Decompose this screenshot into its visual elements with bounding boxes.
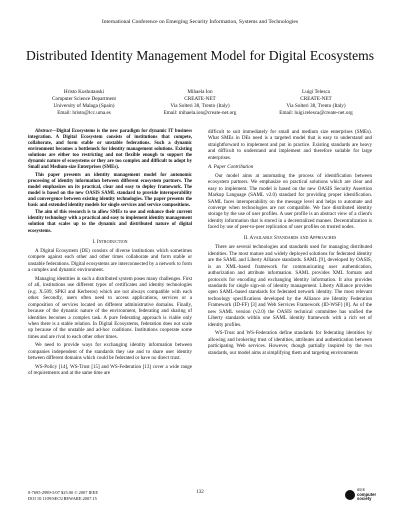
doi-line: DOI 10.1109/SECUREWARE.2007.15 [28,495,97,501]
logo-mark-icon [345,490,355,500]
author-dept: Computer Science Department [52,96,116,102]
author-org: Via Solteri 38, Trento (Italy) [170,103,230,109]
abstract-paragraph: This paper presents an identity management model for autonomic processing of identity information between different ecosystem partners. The model emphasizes on its practical, clear and easy to deploy framework. The model is based on the new OASIS SAML standard to provide interoperability and convergence between existing identity technologies. The paper presents the basic and extended identity models for single services and service compositions. [28,172,192,208]
conference-header: International Conference on Emerging Security Information, Systems and Technologies [101,19,299,25]
author-3 [260,89,372,117]
author-name: Luigi Telesca [302,89,330,95]
body-paragraph: Managing identities in such a distributed system poses many challenges. First of all, institutions use different types of certificates and identity technologies (e.g. X.509, SPKI and Kerberos) which are not always compatible with each other. Secondly, users often need to access applications, services or a composition of services located on different administrative domains. Finally, because of the dynamic nature of the environment, federating and sharing of identities becomes a complex task. A pure federating approach is viable only when there is a stable relation. In Digital Ecosystems, federation does not scale up because of the unstable and ad-hoc coalitions. Institutions cooperate some times and are rival to each other other times. [28,275,192,340]
section-heading-introduction: I. Introduction [92,238,128,245]
paper-title: Distributed Identity Management Model for Digital Ecosystems [25,48,375,63]
body-paragraph: There are several technologies and standards used for managing distributed identities. The most mature and widely deployed solutions for federated identity are the SAML and Liberty Alliance standards. SAML [9], developed by OASIS, is an XML-based framework for communicating user authentication, authorization and attribute information. SAML provides XML formats and protocols for encoding and exchanging identity information. It also provides standards for single sign-on of identity management. Liberty Alliance provides open SAML-based standards for federated network identity. The most relevant technology specifications developed by the Alliance are Identity Federation Framework (ID-FF) [3] and Web Services Framework (ID-WSF) [8]. As of the new SAML version (v2.0) the OASIS technical committee has unified the Liberty standards within one SAML identity framework with a rich set of identity profiles. [208,244,372,328]
subsection-heading: A. Paper Contribution [208,164,254,171]
author-email: Email: hristo@lcc.uma.es [57,110,111,116]
author-org: University of Malaga (Spain) [53,103,115,109]
abstract-paragraph: The aim of this research is to allow SMEs to use and enhance their current identity technology with a practical and easy to implement identity management solution that scales up to the dynamic and distributed nature of digital ecosystems. [28,210,192,234]
abstract [28,129,192,235]
left-column [28,129,192,379]
author-name: Hristo Koshutanski [63,89,105,95]
author-dept: CREATE-NET [300,96,332,102]
body-paragraph: A Digital Ecosystem (DE) consists of diverse institutions which sometimes compete against each other and other times collaborate and form stable or unstable federations. Digital ecosystems are interconnected by a network to form a complex and dynamic environment. [28,248,192,274]
abstract-lead: Abstract [35,129,52,134]
page-number: 132 [196,490,204,495]
body-paragraph: WS-Policy [14], WS-Trust [15] and WS-Federation [13] cover a wide range of requirements and at the same time are [28,363,192,377]
author-name: Mihaela Ion [187,89,213,95]
isbn-line: 0-7695-2989-5/07 $25.00 © 2007 IEEE [28,490,99,495]
author-dept: CREATE-NET [184,96,216,102]
author-2 [144,89,256,117]
body-paragraph: WS-Trust and WS-Federation define standards for federating identities by allowing and brokering trust of identities, attributes and authentication between participating Web services. However, though partially inspired by the two standards, our model aims at simplifying them and targeting environments [208,330,372,356]
author-1 [28,89,140,117]
author-org: Via Solteri 38, Trento (Italy) [286,103,346,109]
body-paragraph: We need to provide ways for exchanging identity information between companies independent of the standards they use and to share user identity between different domains which could be federated or have no direct trust. [28,342,192,362]
author-email: Email: luigi.telesca@create-net.org [279,110,353,116]
section-heading-standards: II. Available Standards and Approaches [243,234,337,241]
ieee-computer-society-logo [345,488,376,502]
body-paragraph: Our model aims at automating the process of identification between ecosystem partners. We emphasize on practical solutions which are clear and easy to implement. The model is based on the new OASIS Security Assertion Markup Language (SAML v2.0) standard for providing proper identification. SAML faces interoperability on the message level and helps to automate and converge when technologies are not compatible. We face distributed identity storage by the use of user profiles. A user profile is an abstract view of a client's identity information that is stored in a decentralized manner. Decentralization is faced by use of peer-to-peer replication of user profiles on trusted nodes. [208,172,372,231]
author-email: Email: mihaela.ion@create-net.org [163,110,237,116]
right-column [208,129,372,358]
logo-text: IEEE computer society [357,488,377,502]
body-paragraph: difficult to suit immediately for small and medium size enterprises (SMEs). What SMEs in DEs need is a targeted model that is easy to understand and straightforward to implement and put in practice. Existing standards are heavy and difficult to understand and implement and therefore suitable for large enterprises. [208,129,372,161]
abstract-paragraph: —Digital Ecosystems is the new paradigm for dynamic IT business integration. A Digital Ecosystem consists of institutions that compete, collaborate, and form stable or unstable federations. Such a dynamic environment becomes a bottleneck for identity management solutions. Existing solutions are either too restricting and not flexible enough to support the dynamic nature of ecosystems or they are too complex and difficult to adopt by Small and Medium-size Enterprises (SMEs). [28,129,192,171]
author-block [28,89,372,117]
